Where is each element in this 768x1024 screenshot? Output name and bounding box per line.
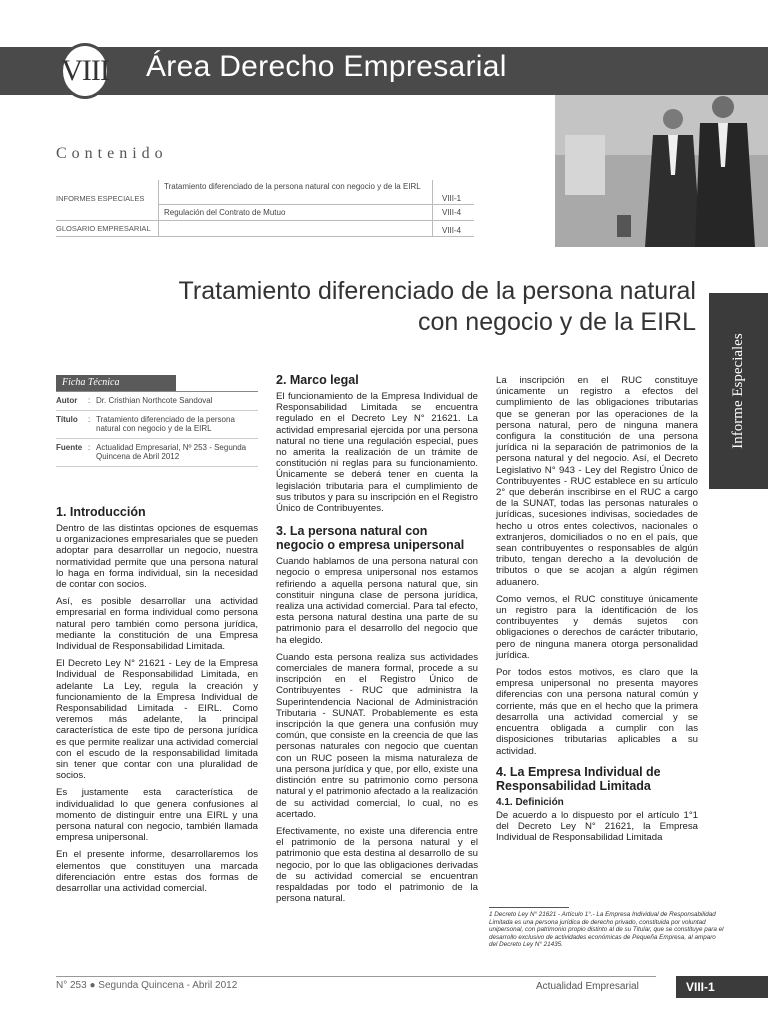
- paragraph: Efectivamente, no existe una diferencia entre el patrimonio de la persona natural y el patrimonio que esta destina al desarrollo de su negocio, por lo que las obligaciones derivadas de su actividad comercial se encuentran respaldadas por todo el patrimonio de la persona natural.: [276, 825, 478, 905]
- technical-sheet: [56, 375, 258, 467]
- technical-sheet-row: Autor : Dr. Cristhian Northcote Sandoval: [56, 392, 258, 411]
- paragraph: Dentro de las distintas opciones de esquemas u organizaciones empresariales que se pueden adoptar para desarrollar un negocio, nuestra normatividad permite que una persona natural lo haga en forma individual, sin la necesidad de contar con socios.: [56, 523, 258, 591]
- header-photo: [555, 95, 768, 247]
- article-title-line: con negocio y de la EIRL: [418, 308, 696, 336]
- paragraph: Cuando esta persona realiza sus actividades comerciales de manera formal, procede a su inscripción en el Registro Único de Contribuyentes - RUC que administra la Superintendencia Nacional de Administración Tributaria - SUNAT. Probablemente es esta inscripción la que genera una confusión muy común, que consiste en la creencia de que las personas naturales con negocio que cuentan con un RUC poseen la misma naturaleza de una persona jurídica y que, por ello, existe una distinción entre su patrimonio como persona natural y el patrimonio afectado a la realización de su actividad comercial, lo cual, no es acertado.: [276, 651, 478, 820]
- article-title-line: Tratamiento diferenciado de la persona natural: [178, 277, 696, 305]
- sheet-label: Autor: [56, 396, 78, 405]
- section-side-tab: [709, 293, 768, 489]
- paragraph: Así, es posible desarrollar una actividad empresarial en forma individual como persona natural pero también como persona jurídica, mediante la constitución de una Empresa Individual de Responsabilidad Limitada.: [56, 596, 258, 653]
- paragraph: Es justamente esta característica de individualidad lo que genera confusiones al momento de distinguir entre una EIRL y una persona natural con negocio, también llamada empresa unipersonal.: [56, 787, 258, 844]
- paragraph: La inscripción en el RUC constituye únicamente un registro a efectos del cumplimiento de las obligaciones tributarias que se generan por las operaciones de la persona natural, pero de ninguna manera configura la constitución de una persona jurídica ni la separación de patrimonios de la persona natural y del negocio. Así, el Decreto Legislativo N° 943 - Ley del Registro Único de Contribuyentes - RUC establece en su artículo 2° que deberán inscribirse en el RUC a cargo de la SUNAT, todas las personas naturales o jurídicas, sucesiones indivisas, sociedades de hecho u otros entes colectivos, nacionales o extranjeros, domiciliados o no en el país, que sean contribuyentes o responsables de algún tributo, tengan derecho a la devolución de tributos o que se acojan a algún régimen aduanero.: [496, 375, 698, 588]
- toc-title: Regulación del Contrato de Mutuo: [164, 208, 286, 217]
- sheet-label: Fuente: [56, 442, 83, 452]
- toc-row[interactable]: [56, 180, 474, 204]
- toc-page: VIII-4: [442, 208, 462, 217]
- paragraph: El funcionamiento de la Empresa Individual de Responsabilidad Limitada se encuentra regulado en el Decreto Ley N° 21621. La actividad empresarial ejercida por una persona natural no tiene una regulación especial, pues no amerita la realización de un trámite de constitución ni reglas para su funcionamiento. Únicamente se deberá tener en cuenta la legislación tributaria para el cumplimiento de sus tributos y para su inscripción en el Registro Único de Contribuyentes.: [276, 391, 478, 515]
- side-tab-label: Informe Especiales: [730, 333, 746, 449]
- toc-title: Tratamiento diferenciado de la persona natural con negocio y de la EIRL: [164, 182, 421, 191]
- section-badge-label: VIII: [61, 54, 109, 87]
- article-title: [60, 276, 696, 338]
- toc-section: INFORMES ESPECIALES: [56, 194, 145, 203]
- section-heading: 3. La persona natural con negocio o empresa unipersonal: [276, 524, 465, 553]
- footer-rule: [56, 976, 656, 977]
- technical-sheet-row: Fuente : Actualidad Empresarial, Nº 253 - Segunda Quincena de Abril 2012: [56, 439, 258, 467]
- paragraph: Por todos estos motivos, es claro que la empresa unipersonal no presenta mayores diferencias con una persona natural común y corriente, más que en el hecho que la primera desarrolla una actividad comercial y se encuentra obligada a cumplir con las disposiciones tributarias aplicables a su actividad.: [496, 667, 698, 757]
- area-title: Área Derecho Empresarial: [146, 50, 507, 83]
- toc-page: VIII-1: [442, 194, 462, 203]
- section-heading: 2. Marco legal: [276, 373, 359, 387]
- sheet-value: Tratamiento diferenciado de la persona natural con negocio y de la EIRL: [96, 414, 235, 433]
- technical-sheet-header: [56, 375, 258, 392]
- technical-sheet-row: Título : Tratamiento diferenciado de la persona natural con negocio y de la EIRL: [56, 411, 258, 439]
- paragraph: De acuerdo a lo dispuesto por el artículo 1°1 del Decreto Ley N° 21621, la Empresa Individual de Responsabilidad Limitada: [496, 809, 698, 844]
- column-1: [56, 505, 258, 900]
- toc-page: VIII-4: [442, 226, 462, 235]
- businessmen-photo-illustration: [555, 95, 768, 247]
- toc-section: GLOSARIO EMPRESARIAL: [56, 224, 151, 233]
- column-3: [496, 375, 698, 850]
- page-number-badge: VIII-1: [676, 976, 768, 998]
- toc-bottom-rule: [56, 236, 474, 237]
- sheet-label: Título: [56, 414, 78, 424]
- sheet-value: Actualidad Empresarial, Nº 253 - Segunda Quincena de Abril 2012: [96, 442, 247, 461]
- paragraph: En el presente informe, desarrollaremos los elementos que constituyen una marcada diferenciación entre estas dos formas de desarrollar una actividad comercial.: [56, 849, 258, 895]
- contents-label: Contenido: [56, 145, 168, 162]
- paragraph: Cuando hablamos de una persona natural con negocio o empresa unipersonal nos estamos refiriendo a aquella persona natural que, sin constituir ninguna clase de persona jurídica, realiza una actividad comercial. Para tal efecto, esta persona natural destina una parte de su patrimonio para el desarrollo del negocio que ha elegido.: [276, 556, 478, 646]
- section-heading: 4. La Empresa Individual de Responsabilidad Limitada: [496, 764, 661, 793]
- footnote-rule: [489, 907, 569, 908]
- section-heading: 1. Introducción: [56, 505, 146, 519]
- technical-sheet-title: Ficha Técnica: [56, 375, 176, 391]
- sheet-value: Dr. Cristhian Northcote Sandoval: [96, 396, 213, 405]
- footnote: 1 Decreto Ley N° 21621 - Artículo 1°.- La Empresa Individual de Responsabilidad Limitada es una persona jurídica de derecho privado, constituida por voluntad unipersonal, con patrimonio propio distinto al de su Titular, que se constituye para el desarrollo exclusivo de actividades económicas de Pequeña Empresa, al amparo del Decreto Ley N° 21435.: [489, 911, 724, 949]
- toc-row[interactable]: [158, 204, 474, 221]
- paragraph: El Decreto Ley N° 21621 - Ley de la Empresa Individual de Responsabilidad Limitada, en adelante La Ley, regula la creación y funcionamiento de la Empresa Individual de Responsabilidad Limitada - EIRL. Como veremos más adelante, la principal característica de este tipo de persona jurídica es que permite realizar una actividad comercial con el escudo de la responsabilidad limitada sin tener que contar con una pluralidad de socios.: [56, 658, 258, 782]
- footer-issue: N° 253 ● Segunda Quincena - Abril 2012: [56, 980, 238, 991]
- footer-publication: Actualidad Empresarial: [536, 981, 639, 992]
- toc-row[interactable]: [56, 220, 474, 237]
- column-2: [276, 373, 478, 910]
- subsection-heading: 4.1. Definición: [496, 796, 564, 808]
- section-badge: [60, 43, 110, 99]
- paragraph: Como vemos, el RUC constituye únicamente un registro para la identificación de los contribuyentes y demás sujetos con obligaciones o derechos de carácter tributario, pero de ninguna manera otorga personalidad jurídica.: [496, 593, 698, 661]
